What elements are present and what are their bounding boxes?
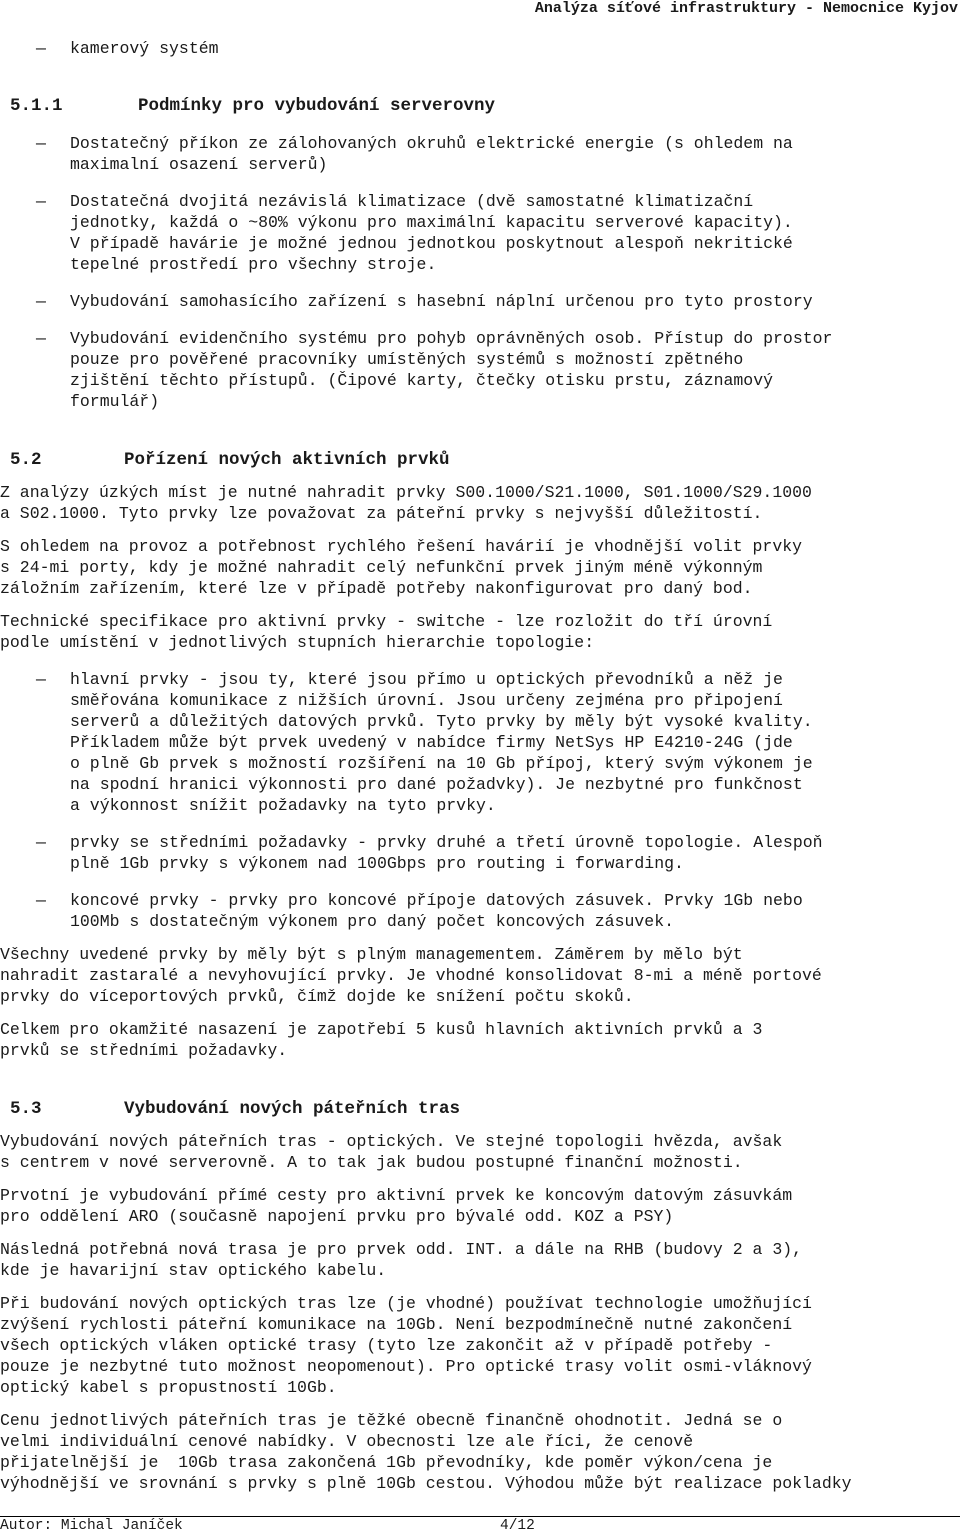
text-line: prvky do víceportových prvků, čímž dojde ke snížení počtu skoků. xyxy=(0,987,634,1006)
text-line: Cenu jednotlivých páteřních tras je těžké obecně finančně ohodnotit. Jedná se o xyxy=(0,1411,783,1430)
text-line: Následná potřebná nová trasa je pro prvek odd. INT. a dále na RHB (budovy 2 a 3), xyxy=(0,1240,803,1259)
text-line: S ohledem na provoz a potřebnost rychlého řešení havárií je vhodnější volit prvky xyxy=(0,537,803,556)
text-line: tepelné prostředí pro všechny stroje. xyxy=(70,255,437,274)
text-line: Při budování nových optických tras lze (je vhodné) používat technologie umožňující xyxy=(0,1294,812,1313)
text-line: zvýšení rychlosti páteřní komunikace na 10Gb. Není bezpodmínečně nutné zakončení xyxy=(0,1315,793,1334)
footer-divider xyxy=(0,1516,960,1517)
document-header-title: Analýza síťové infrastruktury - Nemocnice Kyjov xyxy=(534,0,958,17)
text-line: Prvotní je vybudování přímé cesty pro aktivní prvek ke koncovým datovým zásuvkám xyxy=(0,1186,793,1205)
list-bullet-dash: — xyxy=(36,134,46,153)
text-line: plně 1Gb prvky s výkonem nad 100Gbps pro routing i forwarding. xyxy=(70,854,684,873)
text-line: V případě havárie je možné jednou jednotkou poskytnout alespoň nekritické xyxy=(70,234,793,253)
text-line: jednotky, každá o ~80% výkonu pro maximální kapacitu serverové kapacity). xyxy=(70,213,793,232)
text-line: a výkonnost snížit požadavky na tyto prvky. xyxy=(70,796,496,815)
footer-page-number: 4/12 xyxy=(500,1518,535,1534)
text-line: záložním zařízením, které lze v případě potřeby nakonfigurovat pro daný bod. xyxy=(0,579,753,598)
text-line: kde je havarijní stav optického kabelu. xyxy=(0,1261,387,1280)
text-line: zjištění těchto přístupů. (Čipové karty, čtečky otisku prstu, záznamový xyxy=(70,371,774,390)
text-line: výhodnější ve srovnání s prvky s plně 10Gb cestou. Výhodou může být realizace pokladky xyxy=(0,1474,852,1493)
text-line: Dostatečná dvojitá nezávislá klimatizace (dvě samostatné klimatizační xyxy=(70,192,754,211)
text-line: serverů a důležitých datových prvků. Tyto prvky by měly být vysoké kvality. xyxy=(70,712,813,731)
text-line: formulář) xyxy=(70,392,160,411)
list-bullet-dash: — xyxy=(36,670,46,689)
text-line: na spodní hranici výkonnosti pro dané požadvky). Je nezbytné pro funkčnost xyxy=(70,775,803,794)
text-line: maximalní osazení serverů) xyxy=(70,155,328,174)
text-line: prvků se středními požadavky. xyxy=(0,1041,288,1060)
text-line: prvky se středními požadavky - prvky druhé a třetí úrovně topologie. Alespoň xyxy=(70,833,823,852)
text-line: nahradit zastaralé a nevyhovující prvky. Je vhodné konsolidovat 8-mi a méně portové xyxy=(0,966,822,985)
list-bullet-dash: — xyxy=(36,833,46,852)
text-line: pouze je nezbytné tuto možnost neopomenout). Pro optické trasy volit osmi-vláknový xyxy=(0,1357,812,1376)
text-line: Vybudování samohasícího zařízení s hasební náplní určenou pro tyto prostory xyxy=(70,292,813,311)
text-line: hlavní prvky - jsou ty, které jsou přímo u optických převodníků a něž je xyxy=(70,670,783,689)
text-line: pouze pro pověřené pracovníky umístěných systémů s možností zpětného xyxy=(70,350,744,369)
list-bullet-dash: — xyxy=(36,891,46,910)
text-line: Vybudování nových páteřních tras - optických. Ve stejné topologii hvězda, avšak xyxy=(0,1132,783,1151)
text-line: a S02.1000. Tyto prvky lze považovat za páteřní prvky s nejvyšší důležitostí. xyxy=(0,504,763,523)
text-line: 100Mb s dostatečným výkonem pro daný počet koncových zásuvek. xyxy=(70,912,674,931)
section-number: 5.3 xyxy=(10,1099,42,1119)
text-line: kamerový systém xyxy=(70,39,219,58)
text-line: s 24-mi porty, kdy je možné nahradit celý nefunkční prvek jiným méně výkonným xyxy=(0,558,763,577)
text-line: Celkem pro okamžité nasazení je zapotřebí 5 kusů hlavních aktivních prvků a 3 xyxy=(0,1020,763,1039)
section-heading: Podmínky pro vybudování serverovny xyxy=(138,96,496,116)
section-number: 5.2 xyxy=(10,450,42,470)
text-line: přijatelnější je 10Gb trasa zakončená 1Gb převodníky, kde poměr výkon/cena je xyxy=(0,1453,773,1472)
text-line: velmi individuální cenové nabídky. V obecnosti lze ale říci, že cenově xyxy=(0,1432,694,1451)
text-line: o plně Gb prvek s možností rozšíření na 10 Gb přípoj, který svým výkonem je xyxy=(70,754,813,773)
list-bullet-dash: — xyxy=(36,192,46,211)
text-line: podle umístění v jednotlivých stupních hierarchie topologie: xyxy=(0,633,595,652)
text-line: s centrem v nové serverovně. A to tak jak budou postupné finanční možnosti. xyxy=(0,1153,743,1172)
section-heading: Pořízení nových aktivních prvků xyxy=(124,450,450,470)
list-bullet-dash: — xyxy=(36,39,46,58)
text-line: Z analýzy úzkých míst je nutné nahradit prvky S00.1000/S21.1000, S01.1000/S29.1000 xyxy=(0,483,812,502)
footer-author: Autor: Michal Janíček xyxy=(0,1518,183,1534)
section-heading: Vybudování nových páteřních tras xyxy=(124,1099,461,1119)
text-line: Technické specifikace pro aktivní prvky - switche - lze rozložit do tří úrovní xyxy=(0,612,773,631)
text-line: všech optických vláken optické trasy (tyto lze zakončit až v případě potřeby - xyxy=(0,1336,773,1355)
text-line: optický kabel s propustností 10Gb. xyxy=(0,1378,337,1397)
list-bullet-dash: — xyxy=(36,329,46,348)
text-line: Dostatečný příkon ze zálohovaných okruhů elektrické energie (s ohledem na xyxy=(70,134,793,153)
text-line: Všechny uvedené prvky by měly být s plným managementem. Záměrem by mělo být xyxy=(0,945,743,964)
text-line: pro oddělení ARO (současně napojení prvku pro bývalé odd. KOZ a PSY) xyxy=(0,1207,674,1226)
text-line: koncové prvky - prvky pro koncové přípoje datových zásuvek. Prvky 1Gb nebo xyxy=(70,891,803,910)
text-line: Vybudování evidenčního systému pro pohyb oprávněných osob. Přístup do prostor xyxy=(70,329,833,348)
section-number: 5.1.1 xyxy=(10,96,63,116)
list-bullet-dash: — xyxy=(36,292,46,311)
text-line: Příkladem může být prvek uvedený v nabídce firmy NetSys HP E4210-24G (jde xyxy=(70,733,793,752)
text-line: směřována komunikace z nižších úrovní. Jsou určeny zejména pro připojení xyxy=(70,691,783,710)
